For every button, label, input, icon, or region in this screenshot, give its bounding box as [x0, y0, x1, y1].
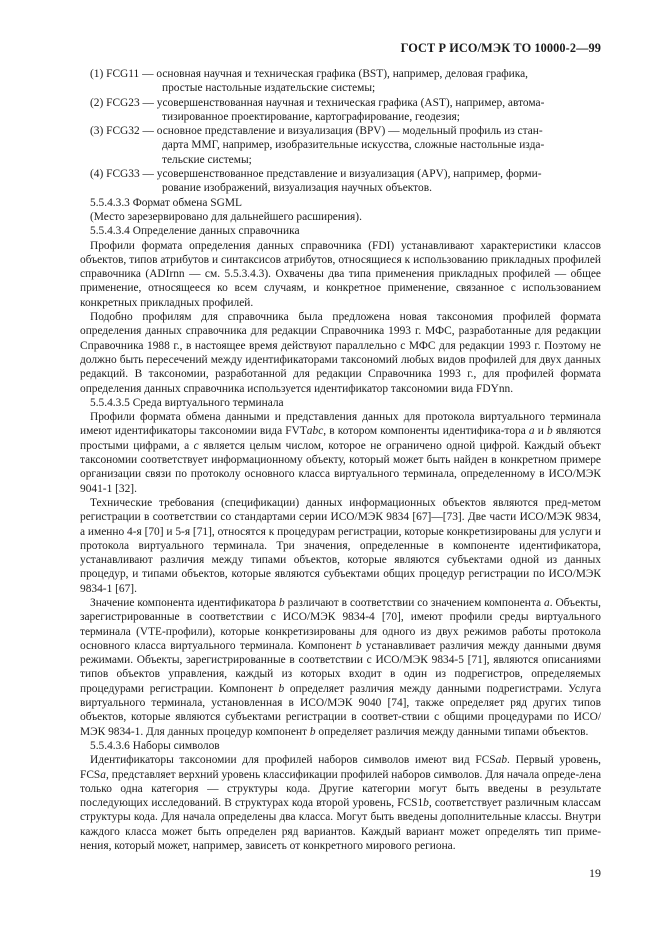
paragraph: Профили формата определения данных справочника (FDI) устанавливают характеристики классов объектов, типов атрибутов и синтаксисов атрибутов, относящиеся к использованию прикладных профилей справочника (ADIrnn — см. 5.5.3.4.3). Охвачены два типа применения прикладных профилей — общее применение, относящееся ко всем случаям, и конкретное применение, связанное с использованием конкретных прикладных профилей. — [80, 239, 601, 309]
paragraph: Технические требования (спецификации) данных информационных объектов являются пред-метом регистрации в соответствии со стандартами серии ИСО/МЭК 9834 [67]—[73]. Две части ИСО/МЭК 9834, а именно 4-я [70] и 5-я [71], относятся к процедурам регистрации, которые конкретизированы для услуги и протокола виртуального терминала. Три значения, определенные в компоненте идентификатора, устанавливают различия между типами объектов, которые являются субъектами одной из данных процедур, и типами объектов, которые являются субъектами общих процедур регистрации по ИСО/МЭК 9834-1 [67]. — [80, 496, 601, 595]
document-header: ГОСТ Р ИСО/МЭК ТО 10000-2—99 — [400, 41, 601, 55]
page-number: 19 — [589, 866, 601, 880]
list-item-continuation: тельские системы; — [162, 153, 252, 166]
list-item-text — [157, 96, 601, 110]
paragraph: Профили формата обмена данными и представления данных для протокола виртуального терминала имеют идентификаторы таксономии вида FVTabc, в котором компоненты идентифика-тора a и b являются простыми цифрами, а c является целым числом, которое не ограничено одной цифрой. Каждый объект таксономии соответствует информационному объекту, который может быть найден в конкретном примере организации связи по протоколу основного класса виртуального терминала, определенному в ИСО/МЭК 9041-1 [32]. — [80, 411, 601, 495]
paragraph: Идентификаторы таксономии для профилей наборов символов имеют вид FCSab. Первый уровень, FCSa, представляет верхний уровень классификации профилей наборов символов. Для начала опреде-лена только одна категория — структуры кода. Другие категории могут быть введены в результате последующих исследований. В структурах кода второй уровень, FCS1b, соответствует различным классам структуры кода. Для начала определены два класса. Могут быть введены дополнительные классы. Внутри каждого класса может быть определен ряд вариантов. Каждый вариант может определять тип приме-нения, который может, например, зависеть от конкретного мирового региона. — [80, 754, 601, 853]
list-item-number: (1) FCG11 — — [90, 68, 157, 80]
list-item-continuation: тизированное проектирование, картографирование, геодезия; — [162, 110, 460, 123]
list-item-line: основная научная и техническая графика (BST), например, деловая графика, — [156, 68, 529, 80]
list-item-text — [157, 124, 601, 138]
list-item-continuation: простые настольные издательские системы; — [162, 82, 376, 95]
list-item-continuation: рование изображений, визуализация научных объектов. — [162, 182, 432, 195]
list-item-line: усовершенствованное представление и визуализация (APV), например, форми- — [156, 168, 542, 181]
page-content — [80, 67, 601, 853]
list-item-line: усовершенствованная научная и техническая графика (AST), например, автома- — [156, 96, 545, 109]
list-item-line: основное представление и визуализация (BPV) — модельный профиль из стан- — [156, 125, 543, 138]
list-item — [80, 167, 601, 181]
paragraph: (Место зарезервировано для дальнейшего расширения). — [90, 210, 362, 223]
list-item — [80, 96, 601, 110]
section-heading-5-5-4-3-3: 5.5.4.3.3 Формат обмена SGML — [90, 196, 242, 209]
section-heading-5-5-4-3-6: 5.5.4.3.6 Наборы символов — [90, 739, 220, 752]
list-item-continuation: дарта ММГ, например, изобразительные искусства, сложные настольные изда- — [162, 139, 545, 152]
section-heading-5-5-4-3-5: 5.5.4.3.5 Среда виртуального терминала — [90, 396, 284, 409]
paragraph: Подобно профилям для справочника была предложена новая таксономия профилей формата определения данных справочника для редакции Справочника 1993 г. МФС, разработанные для редакции Справочника 1988 г., в настоящее время действуют параллельно с МФС для редакции 1993 г. Поэтому не должно быть пересечений между идентификаторами таксономий любых видов профилей для двух данных редакций. В таксономии, разработанной для редакции Справочника 1993 г., для профилей формата определения данных справочника используется идентификатор таксономии вида FDYnn. — [80, 311, 601, 395]
list-item — [80, 67, 601, 81]
paragraph: Значение компонента идентификатора b различают в соответствии со значением компонента a. Объекты, зарегистрированные в соответствии с ИСО/МЭК 9834-4 [70], имеют профили среды виртуального терминала (VTE-профили), которые конкретизированы для одного из двух режимов работы протокола основного класса виртуального терминала. Компонент b устанавливает различия между данными двумя режимами. Объекты, зарегистрированные в соответствии с ИСО/МЭК 9834-5 [71], являются описаниями типов объектов управления, каждый из которых входит в один из подрегистров, определяемых процедурами регистрации. Компонент b определяет различия между данными подрегистрами. Услуга виртуального терминала, установленная в ИСО/МЭК 9040 [74], также определяет ряд других типов объектов, которые являются субъектами регистрации в соответ-ствии с общими процедурами по ИСО/МЭК 9834-1. Для данных процедур компонент b определяет различия между данными типами объектов. — [80, 596, 601, 738]
list-item — [80, 124, 601, 138]
list-item-number: (4) FCG33 — — [90, 168, 157, 181]
list-item-number: (2) FCG23 — — [90, 96, 157, 109]
list-item-text — [156, 67, 601, 81]
list-item-number: (3) FCG32 — — [90, 125, 157, 138]
section-heading-5-5-4-3-4: 5.5.4.3.4 Определение данных справочника — [90, 225, 300, 238]
list-item-text — [157, 167, 601, 181]
